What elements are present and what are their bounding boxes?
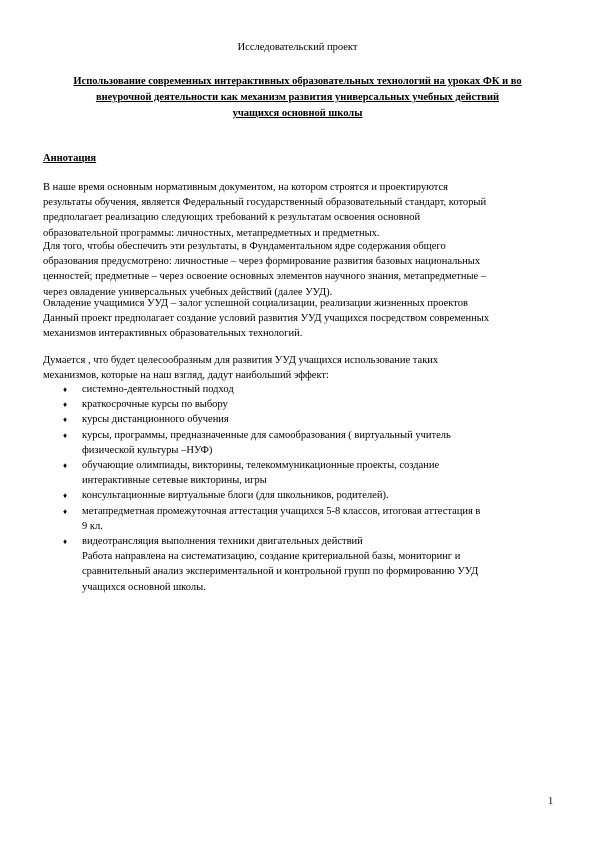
list-item-text: системно-деятельностный подход <box>82 384 234 395</box>
list-item <box>63 458 563 488</box>
list-item-text: консультационные виртуальные блоги (для школьников, родителей). <box>82 490 389 502</box>
document-label: Исследовательский проект <box>237 42 358 53</box>
diamond-bullet-icon: ♦ <box>63 537 68 547</box>
list-item <box>63 534 563 595</box>
text-line: В наше время основным нормативным документом, на котором строятся и проектируются <box>43 182 448 193</box>
list-item-text: курсы дистанционного обучения <box>82 414 229 426</box>
list-item-text: видеотрансляция выполнения техники двигательных действий <box>82 536 363 548</box>
list-item-text: курсы, программы, предназначенные для самообразования ( виртуальный учитель <box>82 429 451 441</box>
title-line: учащихся основной школы <box>232 108 363 119</box>
paragraph <box>43 353 563 383</box>
text-line: Для того, чтобы обеспечить эти результаты, в Фундаментальном ядре содержания общего <box>43 241 446 252</box>
page-number: 1 <box>548 796 554 807</box>
list-item <box>63 382 563 397</box>
paragraph <box>43 296 563 342</box>
list-item <box>63 504 563 534</box>
text-line: Думается , что будет целесообразным для развития УУД учащихся использование таких <box>43 355 439 366</box>
diamond-bullet-icon: ♦ <box>63 491 68 501</box>
text-line: образовательной программы: личностных, метапредметных и предметных. <box>43 227 380 239</box>
text-line: предполагает реализацию следующих требований к результатам освоения основной <box>43 212 421 224</box>
list-item <box>63 412 563 427</box>
diamond-bullet-icon: ♦ <box>63 415 68 425</box>
title-line: Использование современных интерактивных образовательных технологий на уроках ФК и во <box>73 76 522 87</box>
diamond-bullet-icon: ♦ <box>63 461 68 471</box>
diamond-bullet-icon: ♦ <box>63 430 68 440</box>
paragraph <box>43 180 563 241</box>
list-item-text: учащихся основной школы. <box>82 581 206 593</box>
diamond-bullet-icon: ♦ <box>63 506 68 516</box>
list-item-text: обучающие олимпиады, викторины, телекоммуникационные проекты, создание <box>82 460 440 472</box>
text-line: образования предусмотрено: личностные – через формирование развития базовых национальных <box>43 256 481 268</box>
list-item-text: физической культуры –НУФ) <box>82 444 213 456</box>
list-item <box>63 397 563 412</box>
list-item-text: 9 кл. <box>82 520 103 532</box>
document-title <box>28 74 567 122</box>
list-item-text: краткосрочные курсы по выбору <box>82 399 228 411</box>
diamond-bullet-icon: ♦ <box>63 385 68 394</box>
text-line: Данный проект предполагает создание условий развития УУД учащихся посредством современных <box>43 313 490 325</box>
list-item-text: интерактивные сетевые викторины, игры <box>82 475 267 487</box>
text-line: через овладение универсальных учебных действий (далее УУД). <box>43 286 333 298</box>
list-item-text: метапредметная промежуточная аттестация учащихся 5-8 классов, итоговая аттестация в <box>82 505 481 517</box>
paragraph <box>43 239 563 300</box>
annotation-heading: Аннотация <box>43 153 97 164</box>
title-line: внеурочной деятельности как механизм развития универсальных учебных действий <box>95 92 500 103</box>
list-item <box>63 488 563 503</box>
diamond-bullet-icon: ♦ <box>63 400 68 410</box>
text-line: механизмов, которые на наш взгляд, дадут наибольший эффект: <box>43 370 329 382</box>
list-item-text: Работа направлена на систематизацию, создание критериальной базы, мониторинг и <box>82 551 461 563</box>
bullet-list <box>63 382 563 595</box>
text-line: ценностей; предметные – через освоение основных элементов научного знания, метапредметные – <box>43 271 487 283</box>
text-line: результаты обучения, является Федеральный государственный образовательный стандарт, который <box>43 197 487 209</box>
text-line: механизмов интерактивных образовательных технологий. <box>43 328 303 340</box>
list-item-text: сравнительный анализ экспериментальной и контрольной групп по формированию УУД <box>82 566 479 578</box>
list-item <box>63 428 563 458</box>
text-line: Овладение учащимися УУД – залог успешной социализации, реализации жизненных проектов <box>43 298 468 309</box>
